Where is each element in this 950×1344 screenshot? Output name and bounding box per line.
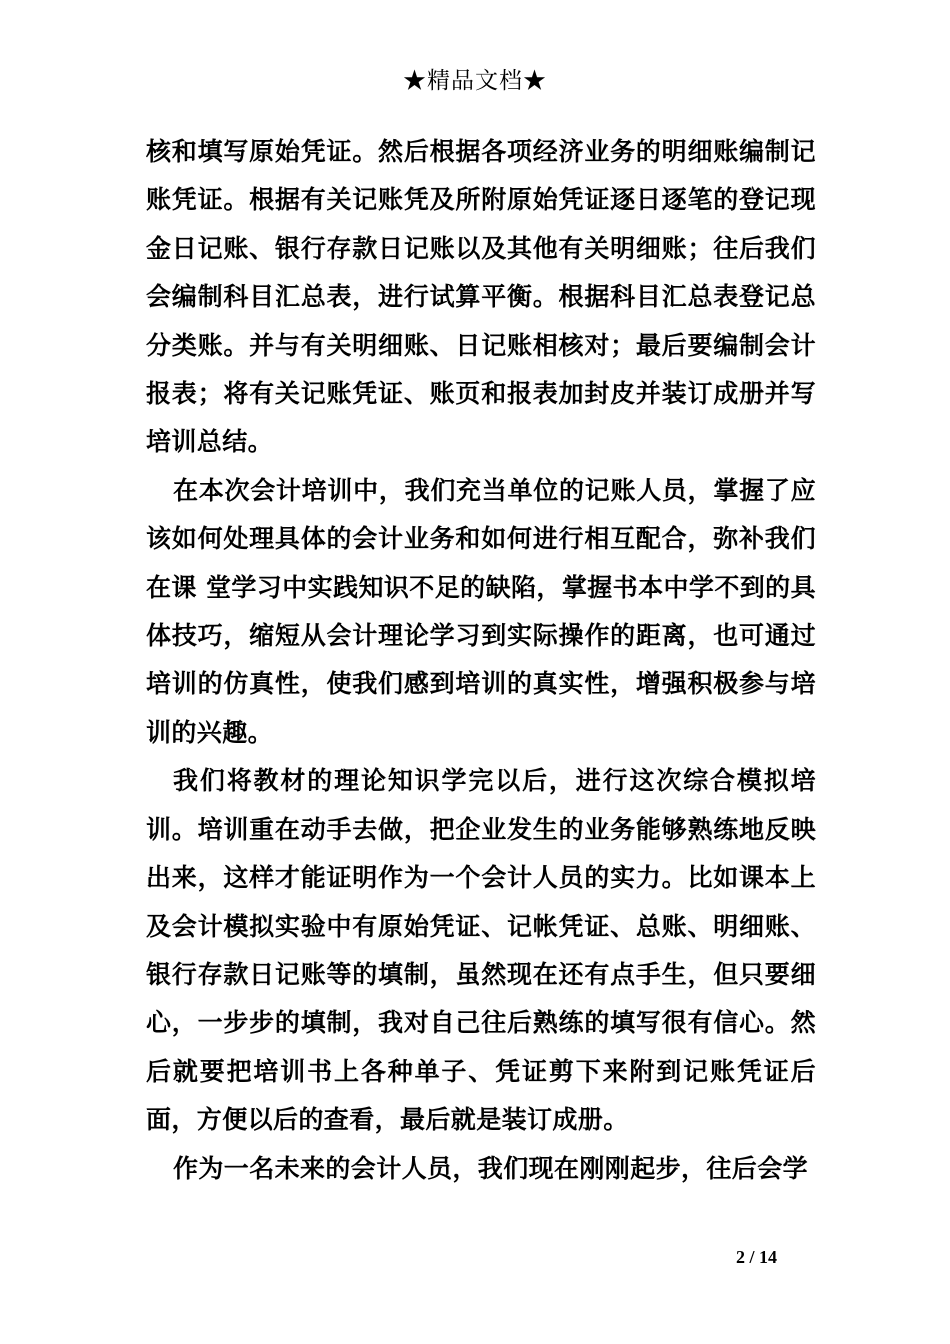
page-header-title: ★精品文档★ — [403, 68, 547, 94]
page-number: 2 / 14 — [736, 1247, 778, 1267]
paragraph-training-role: 在本次会计培训中，我们充当单位的记账人员，掌握了应该如何处理具体的会计业务和如何进行相互配合，弥补我们在课 堂学习中实践知识不足的缺陷，掌握书本中学不到的具体技巧，缩短从会计理论学习到实际操作的距离，也可通过培训的仿真性，使我们感到培训的真实性，增强积极参与培训的兴趣。 — [146, 475, 816, 747]
paragraph-simulation-practice: 我们将教材的理论知识学完以后，进行这次综合模拟培训。培训重在动手去做，把企业发生的业务能够熟练地反映出来，这样才能证明作为一个会计人员的实力。比如课本上及会计模拟实验中有原始凭证、记帐凭证、总账、明细账、银行存款日记账等的填制，虽然现在还有点手生，但只要细心，一步步的填制，我对自己往后熟练的填写很有信心。然后就要把培训书上各种单子、凭证剪下来附到记账凭证后面，方便以后的查看，最后就是装订成册。 — [146, 766, 816, 1135]
document-body — [146, 128, 816, 1193]
paragraph-future-accountant: 作为一名未来的会计人员，我们现在刚刚起步，往后会学 — [173, 1153, 809, 1183]
paragraph-continuation: 核和填写原始凭证。然后根据各项经济业务的明细账编制记账凭证。根据有关记账凭及所附原始凭证逐日逐笔的登记现金日记账、银行存款日记账以及其他有关明细账；往后我们会编制科目汇总表，进行试算平衡。根据科目汇总表登记总分类账。并与有关明细账、日记账相核对；最后要编制会计报表；将有关记账凭证、账页和报表加封皮并装订成册并写培训总结。 — [146, 137, 816, 457]
